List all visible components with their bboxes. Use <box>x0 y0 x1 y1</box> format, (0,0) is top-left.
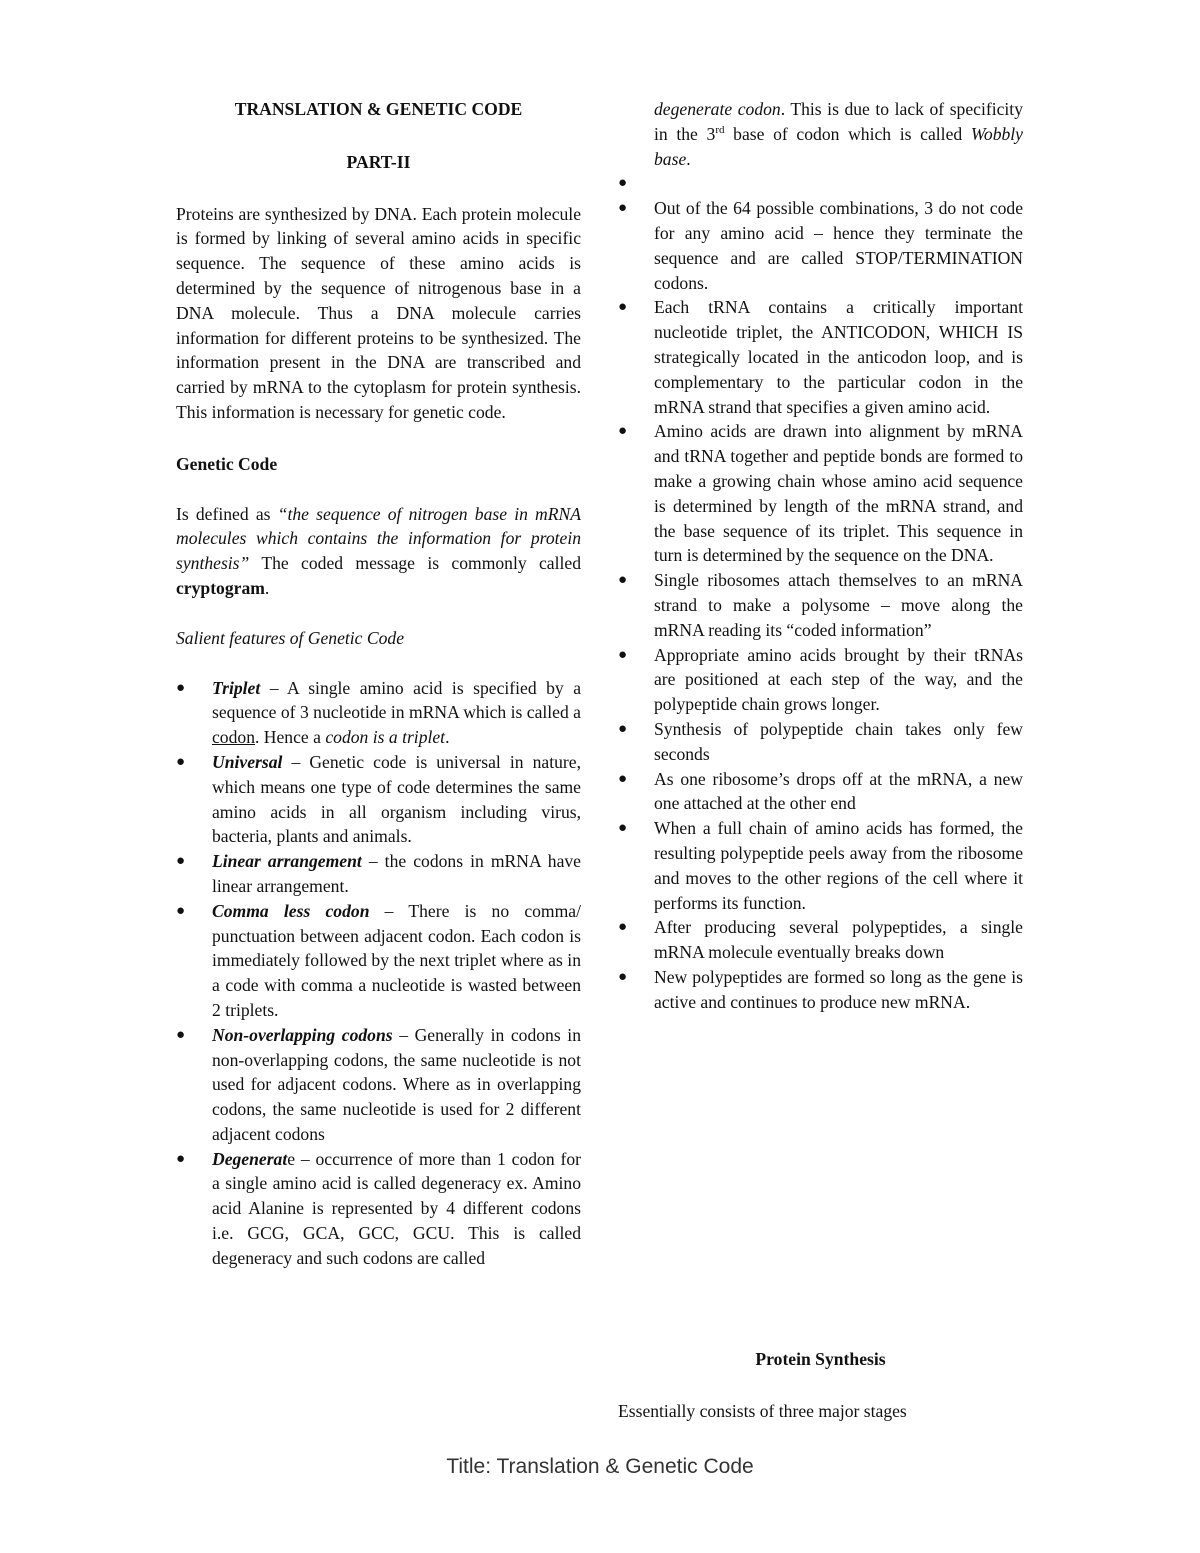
protein-synthesis-heading: Protein Synthesis <box>755 1349 886 1369</box>
bullet-icon: ● <box>176 853 186 870</box>
page-title: TRANSLATION & GENETIC CODE <box>234 99 523 119</box>
bullet-icon: ● <box>618 770 628 787</box>
bullet-icon: ● <box>618 968 628 985</box>
list-item: ● Comma less codon – There is no comma/ punctuation between adjacent codon. Each codon is immediately followed by the next triplet where as in a code with comma a nucleotide is wasted between 2 triplets. <box>176 900 581 1020</box>
protein-synthesis-text: Essentially consists of three major stages <box>618 1401 907 1421</box>
bullet-icon: ● <box>618 572 628 589</box>
list-item: ● Linear arrangement – the codons in mRNA have linear arrangement. <box>176 851 581 896</box>
protein-facts-list <box>618 171 1023 1014</box>
page-subtitle: PART-II <box>346 151 411 172</box>
bullet-icon: ● <box>618 299 628 316</box>
list-item: ● Single ribosomes attach themselves to an mRNA strand to make a polysome – move along the mRNA reading its “coded information” <box>618 570 1023 640</box>
list-item: ● Universal – Genetic code is universal in nature, which means one type of code determines the same amino acids in all organism including virus, bacteria, plants and animals. <box>176 751 581 847</box>
list-item: ● As one ribosome’s drops off at the mRNA, a new one attached at the other end <box>618 768 1023 814</box>
page-footer: Title: Translation & Genetic Code <box>446 1455 754 1478</box>
list-item: ● Appropriate amino acids brought by their tRNAs are positioned at each step of the way, and the polypeptide chain grows longer. <box>618 644 1023 715</box>
list-item: ● Degenerate – occurrence of more than 1 codon for a single amino acid is called degeneracy ex. Amino acid Alanine is represented by 4 different codons i.e. GCG, GCA, GCC, GCU. This is called degeneracy and such codons are called <box>176 1148 581 1268</box>
bullet-icon: ● <box>618 919 628 936</box>
degenerate-continuation: degenerate codon. This is due to lack of specificity in the 3rd base of codon which is called Wobbly base. <box>654 99 1023 169</box>
genetic-code-heading: Genetic Code <box>176 453 278 474</box>
intro-paragraph: Proteins are synthesized by DNA. Each protein molecule is formed by linking of several amino acids in specific sequence. The sequence of these amino acids is determined by the sequence of nitrogenous base in a DNA molecule. Thus a DNA molecule carries information for different proteins to be synthesized. The information present in the DNA are transcribed and carried by mRNA to the cytoplasm for protein synthesis. This information is necessary for genetic code. <box>176 203 581 422</box>
list-item: ● Amino acids are drawn into alignment by mRNA and tRNA together and peptide bonds are formed to make a growing chain whose amino acid sequence is determined by length of the mRNA strand, and the base sequence of its triplet. This sequence in turn is determined by the sequence on the DNA. <box>618 421 1023 566</box>
right-column <box>618 97 1023 1014</box>
list-item <box>618 171 1023 196</box>
bullet-icon: ● <box>176 902 186 919</box>
list-item: ● Triplet – A single amino acid is specified by a sequence of 3 nucleotide in mRNA which is called a codon. Hence a codon is a triplet. <box>176 677 581 748</box>
list-item: ● Out of the 64 possible combinations, 3 do not code for any amino acid – hence they terminate the sequence and are called STOP/TERMINATION codons. <box>618 198 1023 293</box>
bullet-icon: ● <box>618 820 628 837</box>
list-item: ● Non-overlapping codons – Generally in codons in non-overlapping codons, the same nucleotide is not used for adjacent codons. Where as in overlapping codons, the same nucleotide is used for 2 different adjacent codons <box>176 1024 581 1144</box>
salient-features-list <box>176 676 581 1271</box>
bullet-icon: ● <box>176 753 186 770</box>
list-item: ● When a full chain of amino acids has formed, the resulting polypeptide peels away from the ribosome and moves to the other regions of the cell where it performs its function. <box>618 818 1023 913</box>
list-item: ● After producing several polypeptides, a single mRNA molecule eventually breaks down <box>618 917 1023 963</box>
bullet-icon: ● <box>618 646 628 663</box>
bullet-icon: ● <box>618 200 628 217</box>
bullet-icon: ● <box>176 1150 186 1167</box>
left-column <box>176 97 581 1271</box>
bullet-icon: ● <box>176 679 186 696</box>
salient-heading: Salient features of Genetic Code <box>176 627 405 648</box>
list-item: ● New polypeptides are formed so long as the gene is active and continues to produce new mRNA. <box>618 966 1023 1012</box>
list-item: ● Each tRNA contains a critically important nucleotide triplet, the ANTICODON, WHICH IS strategically located in the anticodon loop, and is complementary to the particular codon in the mRNA strand that specifies a given amino acid. <box>618 297 1023 417</box>
genetic-code-definition: Is defined as “the sequence of nitrogen base in mRNA molecules which contains the information for protein synthesis” The coded message is commonly called cryptogram. <box>176 503 581 598</box>
list-item: ● Synthesis of polypeptide chain takes only few seconds <box>618 718 1023 764</box>
bullet-icon: ● <box>618 720 628 737</box>
bullet-icon: ● <box>618 175 628 192</box>
bullet-icon: ● <box>176 1026 186 1043</box>
bullet-icon: ● <box>618 423 628 440</box>
